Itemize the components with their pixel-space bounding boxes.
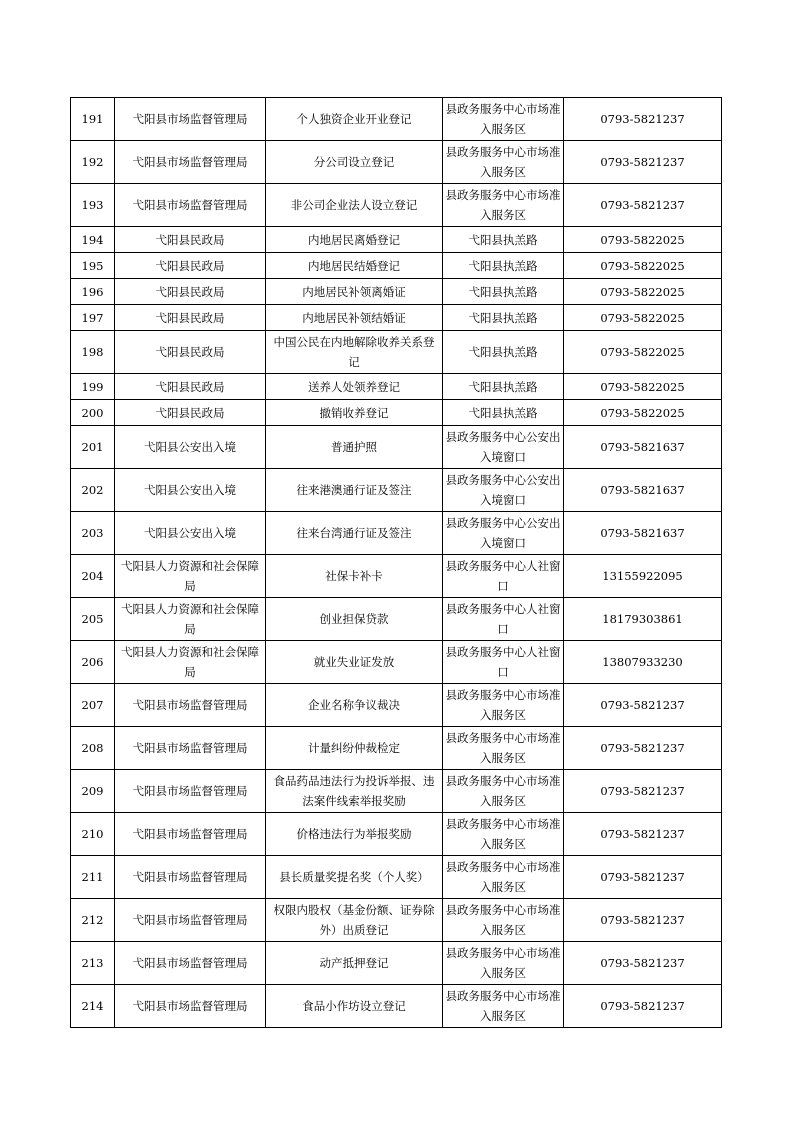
department-cell: 弋阳县公安出入境 bbox=[115, 426, 266, 469]
location-cell: 县政务服务中心市场准入服务区 bbox=[443, 98, 564, 141]
phone-cell: 13155922095 bbox=[564, 555, 722, 598]
table-row bbox=[71, 331, 722, 374]
department-cell: 弋阳县市场监督管理局 bbox=[115, 770, 266, 813]
table-row bbox=[71, 141, 722, 184]
row-number: 196 bbox=[71, 279, 115, 305]
department-cell: 弋阳县公安出入境 bbox=[115, 512, 266, 555]
location-cell: 县政务服务中心人社窗口 bbox=[443, 598, 564, 641]
service-item-cell: 就业失业证发放 bbox=[266, 641, 443, 684]
phone-cell: 0793-5821237 bbox=[564, 813, 722, 856]
location-cell: 县政务服务中心人社窗口 bbox=[443, 641, 564, 684]
service-item-cell: 内地居民离婚登记 bbox=[266, 227, 443, 253]
service-item-cell: 价格违法行为举报奖励 bbox=[266, 813, 443, 856]
location-cell: 弋阳县执羔路 bbox=[443, 374, 564, 400]
service-item-cell: 县长质量奖提名奖（个人奖） bbox=[266, 856, 443, 899]
department-cell: 弋阳县民政局 bbox=[115, 253, 266, 279]
department-cell: 弋阳县市场监督管理局 bbox=[115, 899, 266, 942]
row-number: 200 bbox=[71, 400, 115, 426]
service-item-cell: 内地居民结婚登记 bbox=[266, 253, 443, 279]
location-cell: 弋阳县执羔路 bbox=[443, 279, 564, 305]
service-item-cell: 内地居民补领离婚证 bbox=[266, 279, 443, 305]
service-item-cell: 非公司企业法人设立登记 bbox=[266, 184, 443, 227]
department-cell: 弋阳县民政局 bbox=[115, 279, 266, 305]
service-item-cell: 送养人处领养登记 bbox=[266, 374, 443, 400]
service-item-cell: 往来台湾通行证及签注 bbox=[266, 512, 443, 555]
department-cell: 弋阳县民政局 bbox=[115, 400, 266, 426]
row-number: 206 bbox=[71, 641, 115, 684]
location-cell: 县政务服务中心市场准入服务区 bbox=[443, 813, 564, 856]
location-cell: 县政务服务中心市场准入服务区 bbox=[443, 942, 564, 985]
row-number: 211 bbox=[71, 856, 115, 899]
department-cell: 弋阳县市场监督管理局 bbox=[115, 942, 266, 985]
location-cell: 县政务服务中心市场准入服务区 bbox=[443, 899, 564, 942]
location-cell: 县政务服务中心市场准入服务区 bbox=[443, 727, 564, 770]
department-cell: 弋阳县市场监督管理局 bbox=[115, 684, 266, 727]
department-cell: 弋阳县市场监督管理局 bbox=[115, 813, 266, 856]
location-cell: 弋阳县执羔路 bbox=[443, 305, 564, 331]
location-cell: 弋阳县执羔路 bbox=[443, 227, 564, 253]
department-cell: 弋阳县市场监督管理局 bbox=[115, 184, 266, 227]
location-cell: 县政务服务中心市场准入服务区 bbox=[443, 770, 564, 813]
phone-cell: 0793-5822025 bbox=[564, 253, 722, 279]
service-item-cell: 中国公民在内地解除收养关系登记 bbox=[266, 331, 443, 374]
table-row bbox=[71, 469, 722, 512]
phone-cell: 0793-5821237 bbox=[564, 985, 722, 1028]
department-cell: 弋阳县民政局 bbox=[115, 227, 266, 253]
service-item-cell: 食品药品违法行为投诉举报、违法案件线索举报奖励 bbox=[266, 770, 443, 813]
location-cell: 县政务服务中心人社窗口 bbox=[443, 555, 564, 598]
phone-cell: 0793-5821237 bbox=[564, 770, 722, 813]
table-row bbox=[71, 98, 722, 141]
table-row bbox=[71, 184, 722, 227]
phone-cell: 0793-5821637 bbox=[564, 469, 722, 512]
table-row bbox=[71, 512, 722, 555]
department-cell: 弋阳县人力资源和社会保障局 bbox=[115, 641, 266, 684]
row-number: 213 bbox=[71, 942, 115, 985]
service-item-cell: 计量纠纷仲裁检定 bbox=[266, 727, 443, 770]
table-row bbox=[71, 227, 722, 253]
table-row bbox=[71, 856, 722, 899]
service-item-cell: 动产抵押登记 bbox=[266, 942, 443, 985]
service-item-cell: 撤销收养登记 bbox=[266, 400, 443, 426]
row-number: 197 bbox=[71, 305, 115, 331]
table-row bbox=[71, 305, 722, 331]
row-number: 201 bbox=[71, 426, 115, 469]
department-cell: 弋阳县人力资源和社会保障局 bbox=[115, 598, 266, 641]
table-row bbox=[71, 942, 722, 985]
row-number: 207 bbox=[71, 684, 115, 727]
service-item-cell: 食品小作坊设立登记 bbox=[266, 985, 443, 1028]
row-number: 214 bbox=[71, 985, 115, 1028]
department-cell: 弋阳县人力资源和社会保障局 bbox=[115, 555, 266, 598]
location-cell: 县政务服务中心市场准入服务区 bbox=[443, 184, 564, 227]
department-cell: 弋阳县民政局 bbox=[115, 331, 266, 374]
table-row bbox=[71, 899, 722, 942]
table-row bbox=[71, 374, 722, 400]
table-row bbox=[71, 555, 722, 598]
phone-cell: 0793-5821237 bbox=[564, 98, 722, 141]
service-item-cell: 企业名称争议裁决 bbox=[266, 684, 443, 727]
phone-cell: 13807933230 bbox=[564, 641, 722, 684]
table-row bbox=[71, 727, 722, 770]
location-cell: 弋阳县执羔路 bbox=[443, 253, 564, 279]
service-item-cell: 创业担保贷款 bbox=[266, 598, 443, 641]
department-cell: 弋阳县民政局 bbox=[115, 374, 266, 400]
location-cell: 县政务服务中心公安出入境窗口 bbox=[443, 426, 564, 469]
phone-cell: 0793-5821237 bbox=[564, 899, 722, 942]
row-number: 198 bbox=[71, 331, 115, 374]
phone-cell: 0793-5821237 bbox=[564, 727, 722, 770]
row-number: 205 bbox=[71, 598, 115, 641]
phone-cell: 0793-5822025 bbox=[564, 374, 722, 400]
row-number: 199 bbox=[71, 374, 115, 400]
department-cell: 弋阳县公安出入境 bbox=[115, 469, 266, 512]
department-cell: 弋阳县民政局 bbox=[115, 305, 266, 331]
row-number: 210 bbox=[71, 813, 115, 856]
department-cell: 弋阳县市场监督管理局 bbox=[115, 727, 266, 770]
table-row bbox=[71, 253, 722, 279]
service-item-cell: 个人独资企业开业登记 bbox=[266, 98, 443, 141]
phone-cell: 0793-5822025 bbox=[564, 279, 722, 305]
service-item-cell: 内地居民补领结婚证 bbox=[266, 305, 443, 331]
location-cell: 县政务服务中心市场准入服务区 bbox=[443, 141, 564, 184]
row-number: 209 bbox=[71, 770, 115, 813]
location-cell: 县政务服务中心公安出入境窗口 bbox=[443, 469, 564, 512]
table-row bbox=[71, 684, 722, 727]
service-item-cell: 分公司设立登记 bbox=[266, 141, 443, 184]
table-row bbox=[71, 641, 722, 684]
location-cell: 县政务服务中心公安出入境窗口 bbox=[443, 512, 564, 555]
location-cell: 弋阳县执羔路 bbox=[443, 400, 564, 426]
table-row bbox=[71, 985, 722, 1028]
phone-cell: 0793-5821637 bbox=[564, 512, 722, 555]
table-row bbox=[71, 770, 722, 813]
phone-cell: 0793-5821237 bbox=[564, 942, 722, 985]
table-row bbox=[71, 279, 722, 305]
table-row bbox=[71, 400, 722, 426]
table-row bbox=[71, 426, 722, 469]
phone-cell: 0793-5822025 bbox=[564, 305, 722, 331]
service-table bbox=[70, 97, 722, 1028]
row-number: 194 bbox=[71, 227, 115, 253]
row-number: 192 bbox=[71, 141, 115, 184]
row-number: 204 bbox=[71, 555, 115, 598]
department-cell: 弋阳县市场监督管理局 bbox=[115, 141, 266, 184]
table-row bbox=[71, 598, 722, 641]
phone-cell: 0793-5821237 bbox=[564, 184, 722, 227]
phone-cell: 0793-5821237 bbox=[564, 141, 722, 184]
service-item-cell: 权限内股权（基金份额、证券除外）出质登记 bbox=[266, 899, 443, 942]
phone-cell: 0793-5821237 bbox=[564, 684, 722, 727]
row-number: 191 bbox=[71, 98, 115, 141]
phone-cell: 0793-5821637 bbox=[564, 426, 722, 469]
service-item-cell: 普通护照 bbox=[266, 426, 443, 469]
row-number: 202 bbox=[71, 469, 115, 512]
location-cell: 县政务服务中心市场准入服务区 bbox=[443, 856, 564, 899]
department-cell: 弋阳县市场监督管理局 bbox=[115, 985, 266, 1028]
location-cell: 县政务服务中心市场准入服务区 bbox=[443, 684, 564, 727]
service-table-body bbox=[71, 98, 722, 1028]
service-item-cell: 往来港澳通行证及签注 bbox=[266, 469, 443, 512]
phone-cell: 0793-5822025 bbox=[564, 227, 722, 253]
location-cell: 弋阳县执羔路 bbox=[443, 331, 564, 374]
row-number: 193 bbox=[71, 184, 115, 227]
department-cell: 弋阳县市场监督管理局 bbox=[115, 856, 266, 899]
phone-cell: 0793-5822025 bbox=[564, 331, 722, 374]
service-item-cell: 社保卡补卡 bbox=[266, 555, 443, 598]
phone-cell: 18179303861 bbox=[564, 598, 722, 641]
table-row bbox=[71, 813, 722, 856]
location-cell: 县政务服务中心市场准入服务区 bbox=[443, 985, 564, 1028]
row-number: 195 bbox=[71, 253, 115, 279]
department-cell: 弋阳县市场监督管理局 bbox=[115, 98, 266, 141]
row-number: 212 bbox=[71, 899, 115, 942]
row-number: 203 bbox=[71, 512, 115, 555]
phone-cell: 0793-5822025 bbox=[564, 400, 722, 426]
row-number: 208 bbox=[71, 727, 115, 770]
phone-cell: 0793-5821237 bbox=[564, 856, 722, 899]
